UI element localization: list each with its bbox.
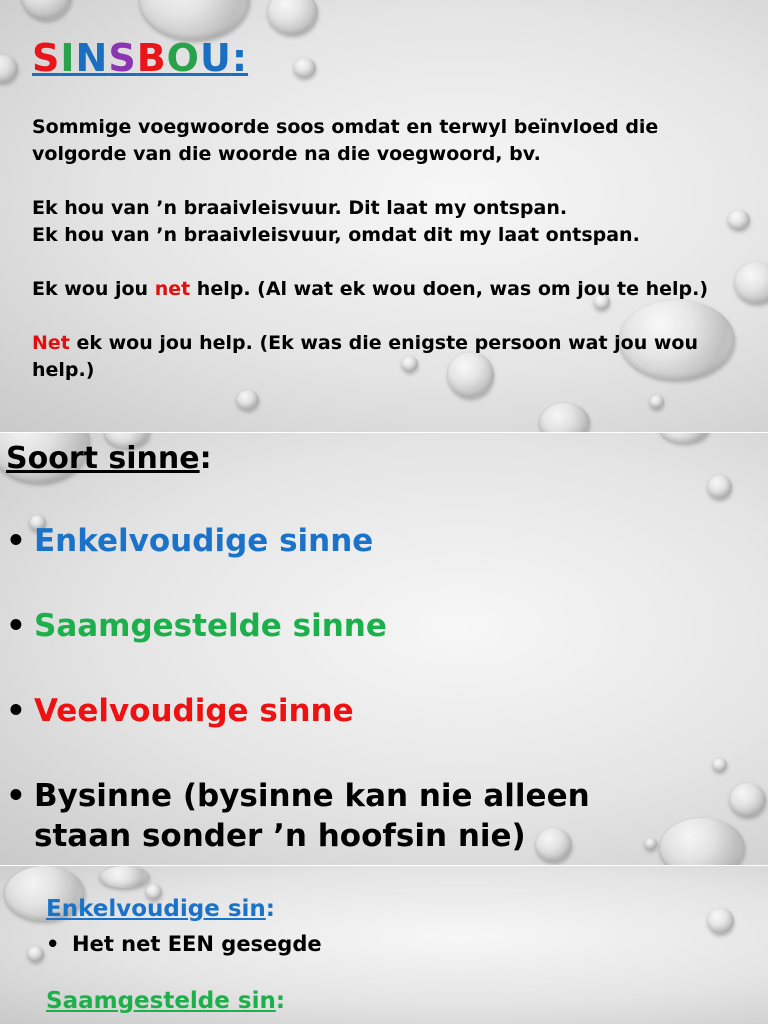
bullet-icon: • xyxy=(6,693,26,729)
water-drop xyxy=(237,390,259,410)
title-letter: N xyxy=(75,36,109,80)
water-drop xyxy=(660,433,710,443)
text: help. (Al wat ek wou doen, was om jou te help.) xyxy=(190,278,709,300)
section-title xyxy=(6,441,212,476)
bullet-icon: • xyxy=(46,932,60,956)
intro-line: volgorde van die woorde na die voegwoord, bv. xyxy=(32,143,541,165)
slide-enkelvoudige-sin xyxy=(0,866,768,1024)
water-drop xyxy=(730,783,766,817)
water-drop xyxy=(645,838,657,850)
list-item xyxy=(46,932,322,956)
title-letter: U xyxy=(199,36,232,80)
list-item-label: Saamgestelde sinne xyxy=(34,608,387,644)
example-paragraph xyxy=(32,195,747,249)
water-drop xyxy=(0,55,18,83)
intro-line: Sommige voegwoorde soos omdat en terwyl beïnvloed die xyxy=(32,116,659,138)
list-item xyxy=(6,691,354,731)
list-item xyxy=(6,606,387,646)
list-item-label: Enkelvoudige sinne xyxy=(34,523,374,559)
highlight-word: Net xyxy=(32,332,70,354)
highlight-word: net xyxy=(154,278,191,300)
list-item-label: Veelvoudige sinne xyxy=(34,693,354,729)
water-drop xyxy=(713,758,727,772)
title-letter: B xyxy=(136,36,167,80)
title-letter: S xyxy=(32,36,61,80)
heading-saamgestelde-sin xyxy=(46,988,285,1014)
list-item xyxy=(6,776,590,856)
bullet-icon: • xyxy=(6,778,26,814)
heading-colon: : xyxy=(275,988,286,1014)
title-colon: : xyxy=(199,441,212,476)
slide-title xyxy=(32,36,248,80)
example-line: Ek hou van ’n braaivleisvuur. Dit laat my ontspan. xyxy=(32,197,568,219)
water-drop xyxy=(294,58,316,78)
list-item-label: Het net EEN gesegde xyxy=(72,932,322,956)
slide-sinsbou xyxy=(0,0,768,432)
title-text: Soort sinne xyxy=(6,441,200,476)
net-example-1 xyxy=(32,276,747,303)
list-item xyxy=(6,521,373,561)
intro-paragraph xyxy=(32,114,747,168)
heading-text: Saamgestelde sin xyxy=(46,988,276,1014)
water-drop xyxy=(28,946,44,962)
text: ek wou jou help. (Ek was die enigste persoon wat jou wou help.) xyxy=(32,332,699,381)
example-line: Ek hou van ’n braaivleisvuur, omdat dit my laat ontspan. xyxy=(32,224,640,246)
net-example-2 xyxy=(32,330,747,384)
heading-text: Enkelvoudige sin xyxy=(46,896,266,922)
water-drop xyxy=(540,403,590,432)
water-drop xyxy=(22,0,72,20)
heading-enkelvoudige-sin xyxy=(46,896,275,922)
title-letter: S xyxy=(108,36,137,80)
title-colon: : xyxy=(231,36,249,80)
list-item-label: staan sonder ’n hoofsin nie) xyxy=(34,818,526,854)
slide-soort-sinne xyxy=(0,433,768,865)
bullet-icon: • xyxy=(6,523,26,559)
water-drop xyxy=(708,908,734,934)
water-drop xyxy=(708,475,732,499)
text: Ek wou jou xyxy=(32,278,155,300)
water-drop xyxy=(140,0,250,40)
water-drop xyxy=(268,0,318,35)
title-letter: O xyxy=(166,36,200,80)
bullet-icon: • xyxy=(6,608,26,644)
list-item-label: Bysinne (bysinne kan nie alleen xyxy=(34,778,590,814)
water-drop xyxy=(660,818,745,865)
water-drop xyxy=(650,395,664,409)
water-drop xyxy=(100,866,150,888)
heading-colon: : xyxy=(265,896,275,922)
title-letter: I xyxy=(60,36,76,80)
